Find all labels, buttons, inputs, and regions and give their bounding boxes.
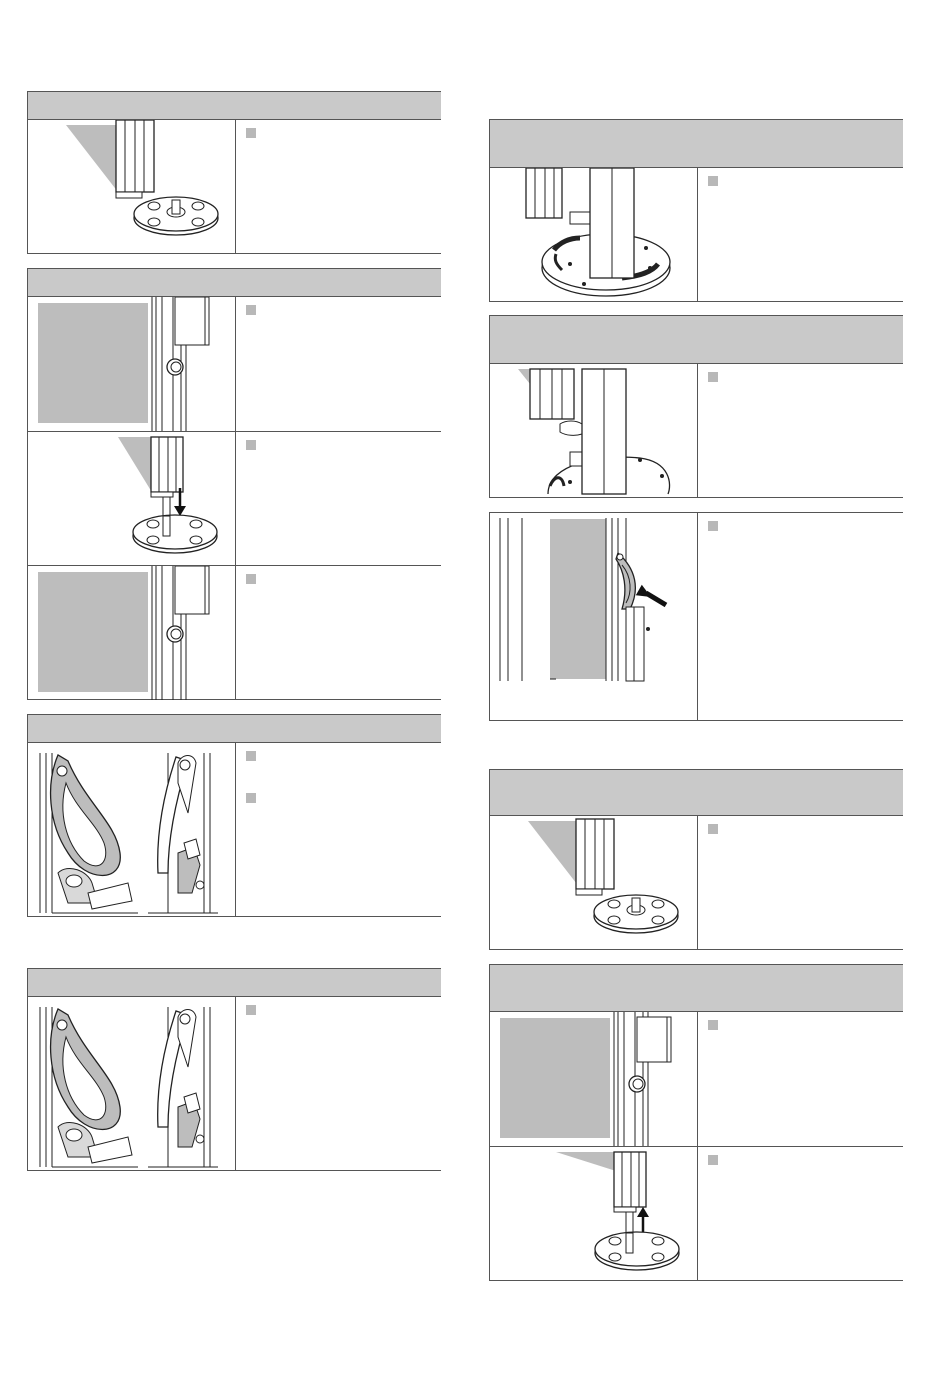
instruction-text xyxy=(236,432,441,566)
instruction-panel-l1 xyxy=(27,91,441,254)
panel-header xyxy=(490,965,903,1012)
instruction-row xyxy=(28,565,441,700)
instruction-panel-r5 xyxy=(489,964,903,1281)
panel-header xyxy=(28,969,441,997)
instruction-panel-l2 xyxy=(27,268,441,700)
panel-header xyxy=(490,120,903,168)
bullet-marker xyxy=(708,1020,718,1030)
illustration-pillar-above-socket xyxy=(28,120,236,254)
bullet-marker xyxy=(246,1005,256,1015)
instruction-text xyxy=(236,120,441,254)
locking-lever-drawing xyxy=(28,743,235,917)
instruction-panel-r2 xyxy=(489,315,903,498)
pillar-knob-drawing xyxy=(490,1012,697,1146)
bullet-marker xyxy=(246,440,256,450)
instruction-panel-r3 xyxy=(489,512,903,721)
pillar-lowered-drawing xyxy=(28,432,235,566)
bullet-marker xyxy=(708,521,718,531)
instruction-text xyxy=(698,364,903,498)
instruction-text xyxy=(698,1012,903,1146)
instruction-row xyxy=(28,997,441,1171)
instruction-row xyxy=(490,513,903,720)
panel-header xyxy=(490,316,903,364)
square-post-drawing xyxy=(490,168,697,302)
square-post-closeup-drawing xyxy=(490,364,697,498)
lever-pressed-drawing xyxy=(490,513,697,720)
instruction-panel-r1 xyxy=(489,119,903,302)
illustration-pillar-lifted xyxy=(490,1147,698,1281)
illustration-locking-lever xyxy=(28,743,236,917)
instruction-row xyxy=(28,120,441,254)
pillar-knob-drawing xyxy=(28,297,235,431)
instruction-text xyxy=(236,743,441,917)
illustration-pillar-lowered xyxy=(28,432,236,566)
bullet-marker xyxy=(246,751,256,761)
instruction-panel-l3 xyxy=(27,714,441,917)
locking-lever-drawing xyxy=(28,997,235,1171)
pillar-socket-drawing xyxy=(490,816,697,950)
instruction-text xyxy=(236,297,441,431)
instruction-row xyxy=(28,297,441,431)
instruction-text xyxy=(698,1147,903,1281)
illustration-locking-lever xyxy=(28,997,236,1171)
illustration-square-post-closeup xyxy=(490,364,698,498)
illustration-pillar-side-knob xyxy=(28,297,236,431)
bullet-marker xyxy=(708,824,718,834)
panel-header xyxy=(28,269,441,297)
instruction-text xyxy=(236,997,441,1171)
instruction-text xyxy=(698,816,903,950)
pillar-lifted-drawing xyxy=(490,1147,697,1281)
instruction-row xyxy=(490,816,903,950)
illustration-pillar-side-knob xyxy=(490,1012,698,1146)
panel-header xyxy=(490,770,903,816)
instruction-panel-r4 xyxy=(489,769,903,950)
bullet-marker xyxy=(708,372,718,382)
illustration-pillar-side-knob xyxy=(28,566,236,700)
instruction-row xyxy=(28,743,441,917)
panel-header xyxy=(28,715,441,743)
bullet-marker xyxy=(246,128,256,138)
illustration-square-post-base xyxy=(490,168,698,302)
illustration-pillar-above-socket xyxy=(490,816,698,950)
bullet-marker xyxy=(708,176,718,186)
instruction-panel-l4 xyxy=(27,968,441,1171)
instruction-text xyxy=(698,168,903,302)
instruction-row xyxy=(28,431,441,566)
illustration-lever-pressed xyxy=(490,513,698,720)
instruction-row xyxy=(490,1012,903,1146)
instruction-row xyxy=(490,364,903,498)
bullet-marker xyxy=(708,1155,718,1165)
instruction-text xyxy=(698,513,903,720)
bullet-marker xyxy=(246,793,256,803)
panel-header xyxy=(28,92,441,120)
bullet-marker xyxy=(246,305,256,315)
instruction-text xyxy=(236,566,441,700)
pillar-socket-drawing xyxy=(28,120,235,254)
instruction-row xyxy=(490,1146,903,1281)
pillar-knob-drawing xyxy=(28,566,235,700)
bullet-marker xyxy=(246,574,256,584)
instruction-row xyxy=(490,168,903,302)
